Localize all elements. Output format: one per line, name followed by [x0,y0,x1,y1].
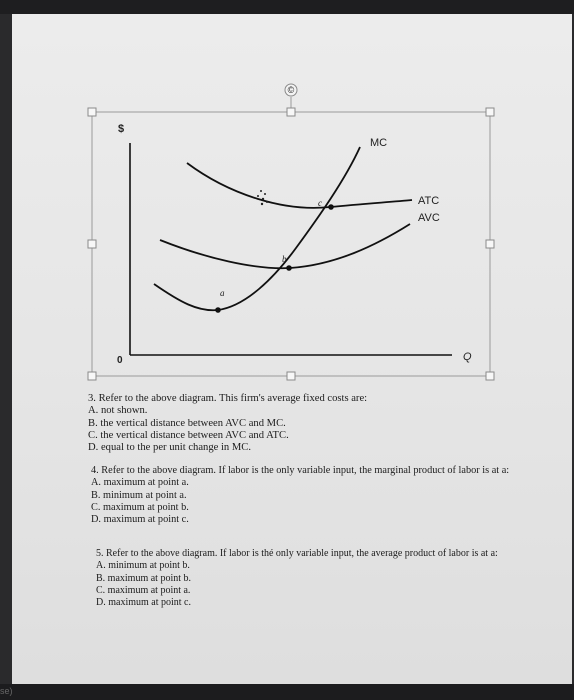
point-a-marker [215,307,221,313]
resize-handle-top-right[interactable] [486,108,494,116]
question-4-option-d: D. maximum at point c. [91,514,189,526]
resize-handle-bottom-middle[interactable] [287,372,295,380]
question-3-option-d: D. equal to the per unit change in MC. [88,442,251,454]
question-4-option-c: C. maximum at point b. [91,501,189,513]
question-3-stem: 3. Refer to the above diagram. This firm's average fixed costs are: [88,393,368,404]
atc-label: ATC [418,195,440,207]
resize-handle-top-left[interactable] [88,108,96,116]
resize-handle-bottom-left[interactable] [88,372,96,380]
corner-text: se) [0,686,13,696]
question-5-option-d: D. maximum at point c. [96,597,191,609]
point-c-marker [328,204,334,210]
mc-label: MC [370,137,388,149]
question-3-option-c: C. the vertical distance between AVC and ATC. [88,429,289,441]
point-b-label: b [282,254,287,264]
question-5 [96,548,498,609]
question-3-option-b: B. the vertical distance between AVC and MC. [88,417,286,429]
resize-handle-bottom-right[interactable] [486,372,494,380]
question-5-stem: 5. Refer to the above diagram. If labor is thé only variable input, the average product of labor is at a: [96,548,498,559]
origin-label: 0 [117,355,123,366]
question-3-option-a: A. not shown. [88,405,148,417]
rotate-handle-glyph: © [287,85,295,95]
question-4-stem: 4. Refer to the above diagram. If labor is the only variable input, the marginal product of labor is at a: [91,465,510,476]
question-5-option-b: B. maximum at point b. [96,572,191,584]
atc-curve [187,163,412,208]
question-3 [88,393,367,454]
resize-handle-top-middle[interactable] [287,108,295,116]
question-4-option-a: A. maximum at point a. [91,477,189,489]
point-c-label: c [318,198,322,208]
avc-label: AVC [418,212,440,224]
resize-handle-middle-right[interactable] [486,240,494,248]
question-5-option-a: A. minimum at point b. [96,560,190,572]
selection-frame [92,112,490,376]
y-axis-label: $ [118,123,125,135]
question-4 [91,465,509,526]
point-b-marker [286,265,292,271]
question-4-option-b: B. minimum at point a. [91,489,187,501]
mc-curve [154,147,360,310]
question-5-option-c: C. maximum at point a. [96,584,191,596]
resize-handle-middle-left[interactable] [88,240,96,248]
point-a-label: a [220,288,225,298]
x-axis-label: Q [463,351,472,363]
speckle-marks [257,190,268,205]
